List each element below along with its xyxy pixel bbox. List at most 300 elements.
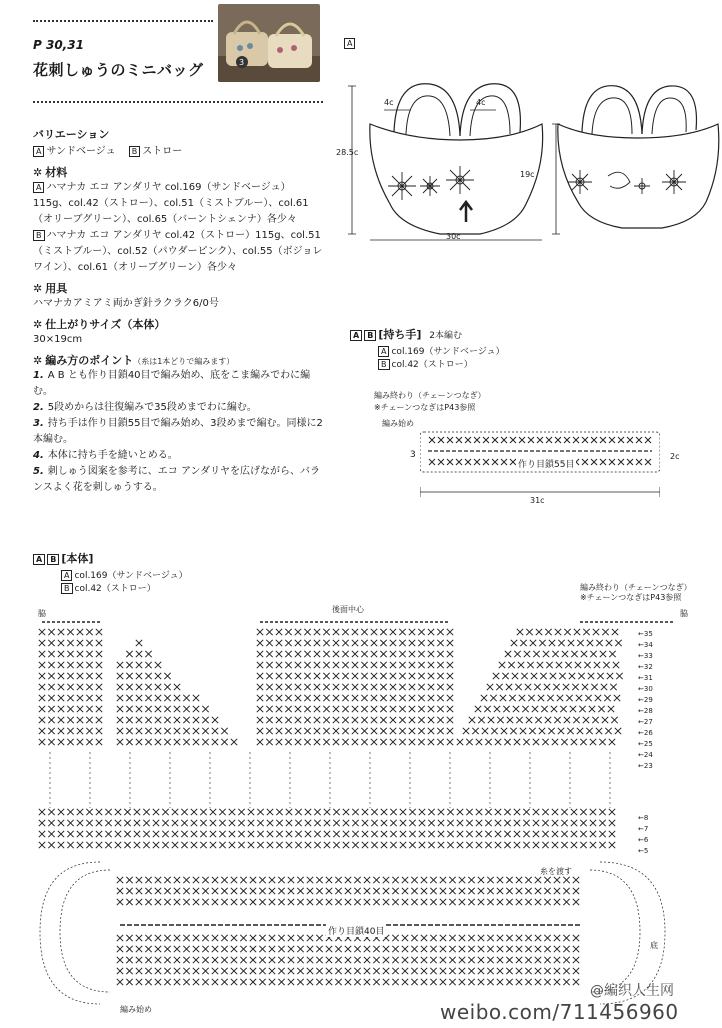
body-stitch — [478, 888, 484, 894]
body-stitch — [259, 957, 265, 963]
body-stitch — [345, 968, 351, 974]
body-stitch — [497, 979, 503, 985]
body-stitch — [335, 957, 341, 963]
body-stitch — [240, 888, 246, 894]
body-stitch — [468, 935, 474, 941]
body-stitch — [571, 809, 577, 815]
body-stitch — [418, 640, 424, 646]
body-stitch — [96, 717, 102, 723]
body-stitch — [250, 877, 256, 883]
body-stitch — [487, 979, 493, 985]
body-stitch — [609, 831, 615, 837]
body-stitch — [438, 831, 444, 837]
page-ref: P 30,31 — [33, 38, 84, 52]
body-stitch — [174, 728, 180, 734]
handle-stitch — [528, 437, 534, 443]
body-stitch — [371, 684, 377, 690]
body-stitch — [364, 899, 370, 905]
body-stitch — [525, 979, 531, 985]
body-stitch — [164, 888, 170, 894]
body-stitch — [381, 842, 387, 848]
body-stitch — [231, 899, 237, 905]
body-stitch — [324, 842, 330, 848]
body-stitch — [563, 979, 569, 985]
body-stitch — [544, 968, 550, 974]
body-stitch — [297, 946, 303, 952]
body-stitch — [599, 831, 605, 837]
handle-stitch — [537, 437, 543, 443]
body-stitch — [419, 820, 425, 826]
body-stitch — [507, 717, 513, 723]
body-stitch — [430, 946, 436, 952]
body-stitch — [447, 728, 453, 734]
body-stitch — [476, 831, 482, 837]
body-stitch — [248, 842, 254, 848]
body-stitch — [576, 695, 582, 701]
body-stitch — [278, 877, 284, 883]
body-stitch — [558, 728, 564, 734]
body-stitch — [430, 935, 436, 941]
body-stitch — [381, 809, 387, 815]
body-stitch — [333, 706, 339, 712]
body-stitch — [557, 695, 563, 701]
body-stitch — [183, 717, 189, 723]
body-stitch — [193, 888, 199, 894]
body-stitch — [352, 739, 358, 745]
body-stitch — [466, 842, 472, 848]
body-stitch — [212, 979, 218, 985]
body-stitch — [145, 877, 151, 883]
body-stitch — [304, 695, 310, 701]
body-stitch — [510, 728, 516, 734]
body-end-ref: ※チェーンつなぎはP43参照 — [580, 593, 682, 602]
body-stitch — [316, 968, 322, 974]
body-stitch — [86, 684, 92, 690]
body-stitch — [361, 673, 367, 679]
body-stitch — [278, 935, 284, 941]
watermark: @編织人生网 — [590, 983, 674, 999]
body-stitch — [585, 695, 591, 701]
body-stitch — [459, 877, 465, 883]
body-stitch — [286, 820, 292, 826]
body-stitch — [86, 820, 92, 826]
body-stitch — [571, 842, 577, 848]
body-stitch — [288, 968, 294, 974]
body-stitch — [472, 728, 478, 734]
body-stitch — [240, 968, 246, 974]
body-stitch — [515, 684, 521, 690]
body-stitch — [297, 935, 303, 941]
body-stitch — [286, 831, 292, 837]
body-stitch — [511, 640, 517, 646]
body-stitch — [269, 877, 275, 883]
body-stitch — [581, 651, 587, 657]
body-stitch — [105, 842, 111, 848]
body-stitch — [307, 979, 313, 985]
body-stitch — [383, 946, 389, 952]
body-stitch — [466, 820, 472, 826]
body-stitch — [105, 831, 111, 837]
body-stitch — [345, 946, 351, 952]
body-stitch — [266, 695, 272, 701]
body-stitch — [145, 695, 151, 701]
body-stitch — [449, 899, 455, 905]
body-stitch — [86, 651, 92, 657]
body-stitch — [516, 935, 522, 941]
body-stitch — [295, 831, 301, 837]
body-stitch — [580, 820, 586, 826]
materials-a-text: ハマナカ エコ アンダリヤ col.169（サンドベージュ）115g、col.42（ストロー）、col.51（ミストブルー）、col.61（オリーブグリーン）、col.65（バーントシェンナ）各少々 — [33, 182, 309, 225]
body-stitch — [164, 899, 170, 905]
body-stitch — [288, 888, 294, 894]
body-stitch — [591, 684, 597, 690]
body-stitch — [428, 739, 434, 745]
body-stitch — [457, 809, 463, 815]
body-stitch — [212, 728, 218, 734]
body-stitch — [136, 673, 142, 679]
body-stitch — [250, 968, 256, 974]
body-stitch — [440, 979, 446, 985]
body-stitch — [390, 739, 396, 745]
body-stitch — [342, 706, 348, 712]
body-stitch — [615, 728, 621, 734]
body-stitch — [77, 640, 83, 646]
body-stitch — [333, 651, 339, 657]
body-stitch — [326, 946, 332, 952]
body-stitch — [335, 888, 341, 894]
body-stitch — [447, 706, 453, 712]
materials-key-b: B — [33, 230, 45, 241]
body-stitch — [323, 640, 329, 646]
body-stitch — [124, 809, 130, 815]
body-stitch — [542, 820, 548, 826]
body-stitch — [609, 842, 615, 848]
body-stitch — [418, 673, 424, 679]
body-stitch — [390, 706, 396, 712]
handle-stitch — [438, 459, 444, 465]
body-stitch — [117, 695, 123, 701]
body-stitch — [221, 968, 227, 974]
body-stitch — [297, 888, 303, 894]
body-stitch — [533, 651, 539, 657]
body-stitch — [39, 684, 45, 690]
body-stitch — [428, 640, 434, 646]
body-stitch — [67, 629, 73, 635]
body-stitch — [561, 842, 567, 848]
body-stitch — [428, 684, 434, 690]
body-stitch — [117, 739, 123, 745]
body-stitch — [447, 673, 453, 679]
handle-stitch — [492, 459, 498, 465]
body-stitch — [421, 979, 427, 985]
points-note: （糸は1本どりで編みます） — [133, 357, 235, 366]
body-key-a: A — [33, 554, 45, 565]
body-stitch — [430, 888, 436, 894]
body-stitch — [155, 979, 161, 985]
variation-heading: バリエーション — [33, 128, 110, 141]
body-stitch — [304, 728, 310, 734]
body-stitch — [506, 888, 512, 894]
body-stitch — [221, 739, 227, 745]
body-stitch — [354, 888, 360, 894]
body-stitch — [155, 717, 161, 723]
handle-row-3: 3 — [410, 450, 416, 460]
handle-stitch — [618, 437, 624, 443]
body-stitch — [447, 640, 453, 646]
body-stitch — [421, 899, 427, 905]
body-stitch — [288, 946, 294, 952]
body-stitch — [202, 946, 208, 952]
body-stitch — [604, 695, 610, 701]
body-stitch — [145, 899, 151, 905]
body-stitch — [512, 673, 518, 679]
body-stitch — [478, 968, 484, 974]
body-stitch — [276, 684, 282, 690]
body-stitch — [541, 706, 547, 712]
body-stitch — [597, 673, 603, 679]
body-stitch — [67, 651, 73, 657]
body-stitch — [58, 695, 64, 701]
handle-stitch — [483, 437, 489, 443]
body-stitch — [352, 831, 358, 837]
body-stitch — [449, 935, 455, 941]
body-stitch — [307, 877, 313, 883]
size-text: 30×19cm — [33, 334, 83, 345]
body-stitch — [418, 706, 424, 712]
body-stitch — [278, 979, 284, 985]
body-stitch — [276, 640, 282, 646]
body-stitch — [342, 640, 348, 646]
body-stitch — [352, 842, 358, 848]
body-stitch — [371, 809, 377, 815]
body-stitch — [58, 629, 64, 635]
body-stitch — [229, 831, 235, 837]
body-stitch — [276, 673, 282, 679]
body-stitch — [136, 935, 142, 941]
body-stitch — [183, 968, 189, 974]
body-stitch — [333, 739, 339, 745]
body-stitch — [523, 820, 529, 826]
body-stitch — [428, 695, 434, 701]
body-stitch — [568, 640, 574, 646]
body-stitch — [478, 979, 484, 985]
body-stitch — [342, 662, 348, 668]
body-stitch — [58, 684, 64, 690]
body-stitch — [210, 820, 216, 826]
body-stitch — [554, 957, 560, 963]
body-stitch — [212, 946, 218, 952]
body-stitch — [288, 935, 294, 941]
body-stitch — [409, 706, 415, 712]
body-stitch — [373, 899, 379, 905]
body-stitch — [440, 946, 446, 952]
body-stitch — [539, 728, 545, 734]
body-stitch — [352, 662, 358, 668]
body-stitch — [590, 831, 596, 837]
body-stitch — [126, 662, 132, 668]
body-stitch — [297, 979, 303, 985]
body-stitch — [323, 673, 329, 679]
body-stitch — [574, 629, 580, 635]
body-stitch — [305, 809, 311, 815]
body-stitch — [257, 820, 263, 826]
body-stitch — [535, 957, 541, 963]
body-stitch — [516, 888, 522, 894]
body-stitch — [536, 629, 542, 635]
body-stitch — [67, 673, 73, 679]
body-stitch — [352, 695, 358, 701]
body-stitch — [174, 706, 180, 712]
body-stitch — [589, 706, 595, 712]
body-stitch — [506, 979, 512, 985]
body-stitch — [307, 968, 313, 974]
body-stitch — [174, 684, 180, 690]
body-stitch — [478, 935, 484, 941]
body-stitch — [145, 957, 151, 963]
body-stitch — [419, 809, 425, 815]
materials-heading: 材料 — [45, 166, 68, 179]
body-stitch — [307, 899, 313, 905]
body-stitch — [164, 968, 170, 974]
body-stitch — [238, 820, 244, 826]
body-stitch — [466, 739, 472, 745]
body-end-curve — [590, 870, 640, 992]
body-stitch — [305, 820, 311, 826]
body-stitch — [155, 888, 161, 894]
body-stitch — [564, 717, 570, 723]
body-stitch — [497, 957, 503, 963]
dim-handle-right: 4c — [476, 98, 486, 107]
body-stitch — [285, 717, 291, 723]
body-stitch — [569, 673, 575, 679]
body-stitch — [440, 888, 446, 894]
body-stitch — [172, 809, 178, 815]
body-stitch — [174, 899, 180, 905]
handle-heading — [350, 326, 722, 342]
body-stitch — [276, 820, 282, 826]
body-stitch — [447, 842, 453, 848]
body-stitch — [323, 695, 329, 701]
body-stitch — [193, 877, 199, 883]
diagram-a-label: A — [344, 38, 355, 49]
handle-stitch — [627, 459, 633, 465]
body-stitch — [164, 739, 170, 745]
body-stitch — [506, 877, 512, 883]
body-stitch — [449, 979, 455, 985]
body-stitch — [364, 888, 370, 894]
body-stitch — [67, 820, 73, 826]
body-stitch — [155, 957, 161, 963]
body-stitch — [96, 629, 102, 635]
body-stitch — [587, 640, 593, 646]
body-stitch — [333, 673, 339, 679]
body-stitch — [390, 673, 396, 679]
body-stitch — [77, 706, 83, 712]
body-stitch — [143, 842, 149, 848]
body-stitch — [126, 968, 132, 974]
body-stitch — [240, 899, 246, 905]
body-stitch — [447, 820, 453, 826]
body-stitch — [543, 651, 549, 657]
body-stitch — [602, 629, 608, 635]
body-stitch — [559, 673, 565, 679]
tools-heading: 用具 — [45, 282, 68, 295]
body-stitch — [364, 968, 370, 974]
body-stitch — [39, 695, 45, 701]
body-stitch — [117, 717, 123, 723]
body-stitch — [399, 706, 405, 712]
body-stitch — [562, 651, 568, 657]
body-stitch — [286, 842, 292, 848]
body-stitch — [381, 831, 387, 837]
body-stitch — [257, 684, 263, 690]
body-stitch — [548, 728, 554, 734]
handle-width: 31c — [530, 496, 545, 505]
body-stitch — [342, 673, 348, 679]
body-stitch — [126, 946, 132, 952]
body-stitch — [48, 684, 54, 690]
body-stitch — [571, 651, 577, 657]
body-stitch — [212, 899, 218, 905]
body-stitch — [580, 842, 586, 848]
body-stitch — [86, 728, 92, 734]
body-stitch — [266, 717, 272, 723]
body-stitch — [361, 717, 367, 723]
body-stitch — [390, 662, 396, 668]
body-stitch — [96, 831, 102, 837]
body-stitch — [183, 979, 189, 985]
body-stitch — [174, 877, 180, 883]
body-stitch — [162, 820, 168, 826]
body-stitch — [345, 957, 351, 963]
body-stitch — [193, 695, 199, 701]
body-stitch — [153, 842, 159, 848]
body-stitch — [390, 695, 396, 701]
body-stitch — [314, 662, 320, 668]
body-stitch — [590, 820, 596, 826]
header-bottom-rule — [33, 101, 323, 103]
body-stitch — [295, 684, 301, 690]
body-stitch — [136, 684, 142, 690]
body-stitch — [516, 946, 522, 952]
body-stitch — [447, 684, 453, 690]
body-stitch — [257, 717, 263, 723]
body-stitch — [77, 809, 83, 815]
body-stitch — [371, 831, 377, 837]
body-stitch — [126, 728, 132, 734]
body-stitch — [409, 842, 415, 848]
body-stitch — [361, 684, 367, 690]
body-stitch — [421, 935, 427, 941]
body-stitch — [380, 739, 386, 745]
handle-stitch — [501, 437, 507, 443]
body-stitch — [48, 673, 54, 679]
body-stitch — [77, 651, 83, 657]
body-stitch — [77, 831, 83, 837]
body-stitch — [516, 877, 522, 883]
body-stitch — [411, 979, 417, 985]
body-stitch — [525, 968, 531, 974]
body-stitch — [115, 831, 121, 837]
body-stitch — [67, 640, 73, 646]
body-stitch — [601, 684, 607, 690]
body-stitch — [352, 820, 358, 826]
body-stitch — [39, 728, 45, 734]
handle-stitch — [465, 437, 471, 443]
body-stitch — [533, 831, 539, 837]
body-stitch — [428, 728, 434, 734]
body-row-label: ←29 — [638, 696, 653, 704]
